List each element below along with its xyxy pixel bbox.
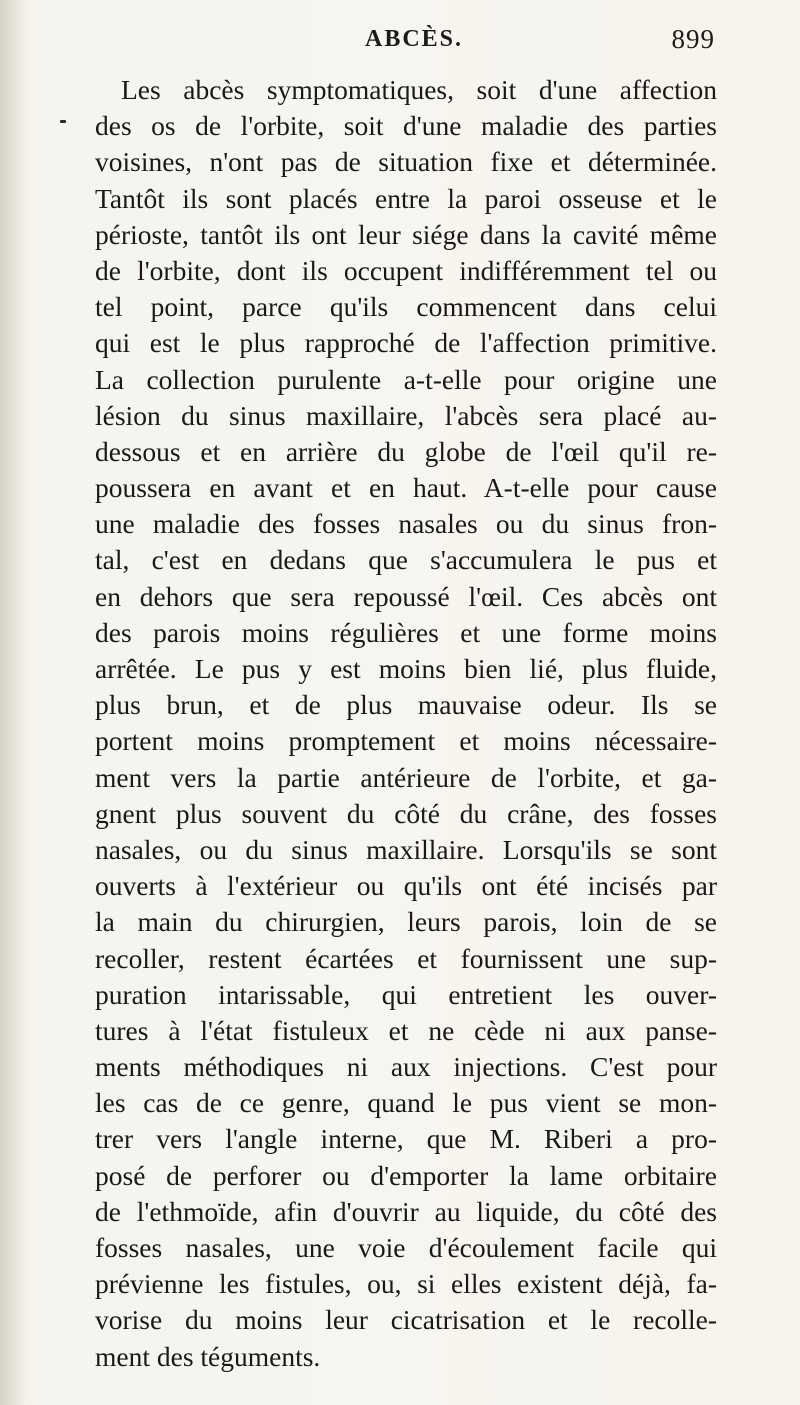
text-line: Les abcès symptomatiques, soit d'une affection [121,74,717,105]
text-line: gnent plus souvent du côté du crâne, des fosses [95,797,717,829]
running-title: ABCÈS. [365,26,464,52]
text-line: ments méthodiques ni aux injections. C'est pour [95,1051,717,1083]
text-line: de l'ethmoïde, afin d'ouvrir au liquide, du côté des [95,1195,717,1227]
text-line: poussera en avant et en haut. A-t-elle pour cause [95,472,717,504]
text-line: ment vers la partie antérieure de l'orbite, et ga- [95,761,717,793]
text-line: puration intarissable, qui entretient les ouver- [95,978,717,1010]
text-line: tures à l'état fistuleux et ne cède ni aux panse- [95,1014,717,1046]
text-line: Tantôt ils sont placés entre la paroi osseuse et le [95,182,717,214]
text-line: périoste, tantôt ils ont leur siége dans la cavité même [95,218,717,250]
margin-mark [60,120,66,123]
text-line: fosses nasales, une voie d'écoulement facile qui [95,1232,717,1263]
text-line: nasales, ou du sinus maxillaire. Lorsqu'ils se sont [95,833,717,865]
text-line: lésion du sinus maxillaire, l'abcès sera placé au- [95,399,717,431]
text-line: posé de perforer ou d'emporter la lame orbitaire [95,1159,717,1191]
text-line: dessous et en arrière du globe de l'œil qu'il re- [95,435,717,467]
text-line: recoller, restent écartées et fournissent une sup- [95,942,717,974]
text-line: tel point, parce qu'ils commencent dans celui [95,291,717,323]
text-line: une maladie des fosses nasales ou du sinus fron- [95,508,717,540]
spine-shadow [0,0,26,1405]
text-line: ment des téguments. [95,1340,321,1372]
text-line: des parois moins régulières et une forme moins [95,616,717,648]
text-line: les cas de ce genre, quand le pus vient se mon- [95,1087,717,1119]
text-line: des os de l'orbite, soit d'une maladie des parties [95,110,717,142]
text-line: qui est le plus rapproché de l'affection primitive. [95,327,717,359]
text-line: prévienne les fistules, ou, si elles existent déjà, fa- [95,1268,717,1300]
text-line: vorise du moins leur cicatrisation et le recolle- [95,1304,717,1336]
text-line: portent moins promptement et moins nécessaire- [95,725,717,757]
text-line: de l'orbite, dont ils occupent indifféremment tel ou [95,254,717,286]
text-line: en dehors que sera repoussé l'œil. Ces abcès ont [95,580,717,612]
text-line: plus brun, et de plus mauvaise odeur. Ils se [95,689,717,721]
text-line: arrêtée. Le pus y est moins bien lié, plus fluide, [95,653,717,684]
text-line: trer vers l'angle interne, que M. Riberi a pro- [95,1123,717,1155]
page-number: 899 [671,24,715,54]
text-line: ouverts à l'extérieur ou qu'ils ont été incisés par [95,870,717,902]
text-line: voisines, n'ont pas de situation fixe et déterminée. [95,146,717,178]
text-line: la main du chirurgien, leurs parois, loin de se [95,906,717,938]
running-header [95,22,715,62]
text-line: tal, c'est en dedans que s'accumulera le pus et [95,544,717,576]
body-text [95,72,717,1375]
text-line: La collection purulente a-t-elle pour origine une [95,363,717,395]
